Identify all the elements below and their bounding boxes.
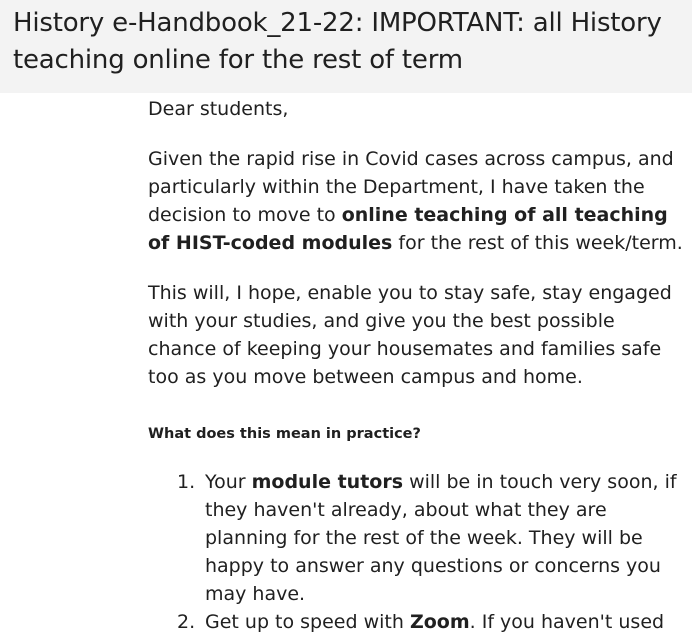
paragraph-text: Given the rapid rise in Covid cases across campus, and particularly within the Department, I have taken the decision to move to xyxy=(148,148,674,226)
greeting-text: Dear students, xyxy=(148,98,289,120)
page-title: History e-Handbook_21-22: IMPORTANT: all History teaching online for the rest of term xyxy=(13,8,662,75)
list-text: will be in touch very soon, if they haven't already, about what they are planning for the rest of the week. They will be happy to answer any questions or concerns you may have. xyxy=(205,471,677,605)
emphasis-module-tutors: module tutors xyxy=(251,471,404,493)
list-item xyxy=(177,468,688,608)
list-item xyxy=(177,608,688,636)
list-number: 1. xyxy=(177,471,196,493)
list-text: Your xyxy=(205,471,252,493)
emphasis-zoom: Zoom xyxy=(409,611,470,633)
paragraph-stay-safe: This will, I hope, enable you to stay safe, stay engaged with your studies, and give you the best possible chance of keeping your housemates and families safe too as you move between campus and home. xyxy=(148,282,672,388)
paragraph-online-teaching xyxy=(148,145,688,257)
practice-list xyxy=(148,468,688,636)
list-text: . If you haven't used xyxy=(469,611,665,633)
list-text: Get up to speed with xyxy=(205,611,410,633)
emphasis-online-teaching: online teaching of all teaching of HIST-coded modules xyxy=(148,204,668,254)
page-header xyxy=(0,0,692,93)
section-heading: What does this mean in practice? xyxy=(148,426,421,442)
list-number: 2. xyxy=(177,611,196,633)
paragraph-text: for the rest of this week/term. xyxy=(392,232,683,254)
message-body xyxy=(148,95,688,636)
